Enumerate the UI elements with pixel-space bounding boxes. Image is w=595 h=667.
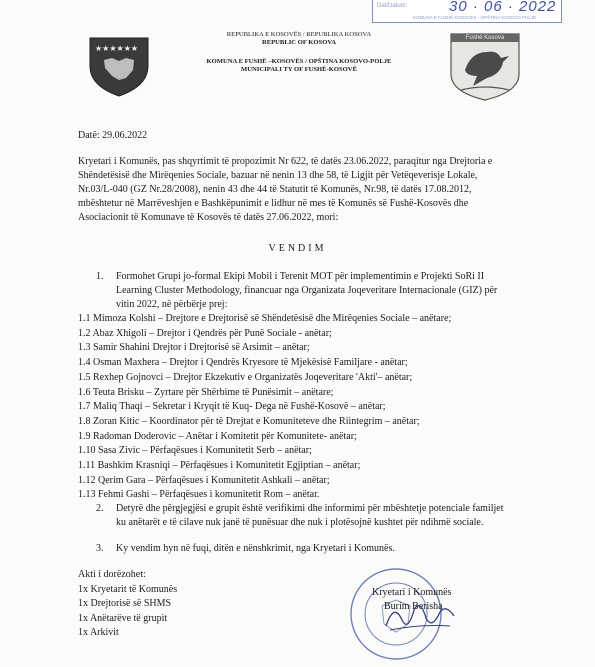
header-line-4: MUNICIPALI TY OF FUSHË-KOSOVË: [241, 66, 357, 74]
kosovo-emblem: [86, 36, 152, 98]
handwritten-signature: [380, 596, 460, 636]
list-item: 1.12 Qerim Gara – Përfaqësues i Komunitetit Ashkali – anëtar;: [78, 474, 330, 486]
list-item: 1.7 Maliq Thaqi – Sekretar i Kryqit të Kuq- Dega në Fushë-Kosovë – anëtar;: [78, 401, 386, 413]
point-3-number: 3.: [96, 543, 104, 554]
list-item: 1.2 Abaz Xhigoli – Drejtor i Qendrës për Punë Sociale - anëtar;: [78, 327, 332, 339]
point-1-text: [116, 270, 566, 312]
document-title: VENDIM: [268, 243, 327, 254]
list-item: 1.5 Rexhep Gojnovci – Drejtor Ekzekutiv e Organizatës Joqeveritare 'Akti'– anëtar;: [78, 371, 413, 383]
letterhead: [185, 31, 413, 75]
municipality-logo: [447, 30, 523, 102]
list-item: 1x Kryetarit të Komunës: [78, 583, 178, 595]
receipt-stamp-date: 30 · 06 · 2022: [449, 0, 557, 15]
list-item: 1.11 Bashkim Krasniqi – Përfaqësues i Komunitetit Egjiptian – anëtar;: [78, 460, 361, 472]
point-1-line: Learning Cluster Methodology, financuar nga Organizata Joqeveritare Internacionale (GIZ) për: [116, 285, 498, 296]
list-item: 1x Arkivit: [78, 627, 119, 638]
point-2-line: ku anëtarët e të cilave nuk janë të punësuar dhe nuk i plotësojnë kushtet për ndihmë sociale.: [116, 517, 484, 528]
list-item: 1.13 Fehmi Gashi – Përfaqësues i komunitetit Rom – anëtar.: [78, 489, 320, 501]
list-item: 1x Drejtorisë së SHMS: [78, 598, 172, 609]
header-line-1: REPUBLIKA E KOSOVËS / REPUBLIKA KOSOVA: [226, 31, 372, 38]
point-1-line: vitin 2022, në përbërje prej:: [116, 299, 228, 310]
member-list: [78, 312, 558, 503]
receipt-stamp: [372, 0, 562, 23]
intro-line: Nr.03/L-040 (GZ Nr.28/2008), nenin 43 dhe 44 të Statutit të Komunës, Nr.98, të datës 17.08.2012,: [78, 184, 472, 195]
list-item: 1.10 Sasa Zivic – Përfaqësues i Komunitetit Serb – anëtar;: [78, 445, 312, 457]
header-line-2: REPUBLIC OF KOSOVA: [261, 39, 336, 47]
list-item: 1.1 Mimoza Kolshi – Drejtore e Drejtorisë së Shëndetësisë dhe Mirëqenies Sociale – anëtare;: [78, 313, 452, 324]
delivery-list: [78, 568, 177, 641]
point-2-text: [116, 502, 566, 530]
logo-text: Fushë Kosova: [465, 35, 505, 41]
intro-line: Kryetari i Komunës, pas shqyrtimit të propozimit Nr 622, të datës 23.06.2022, paraqitur nga Drejtoria e: [78, 156, 493, 167]
point-2-line: Detyrë dhe përgjegjësi e grupit është verifikimi dhe informimi për mbështetje potenciale familjet: [116, 503, 504, 514]
point-3-text: Ky vendim hyn në fuqi, ditën e nënshkrimit, nga Kryetari i Komunës.: [116, 543, 395, 554]
receipt-stamp-label: Dat/Datum:: [377, 3, 408, 9]
intro-line: Shëndetësisë dhe Mirëqenies Sociale, bazuar në nenin 13 dhe 58, të Ligjit për Vetëqeverisje Lokale,: [78, 170, 478, 181]
document-date: Datë: 29.06.2022: [78, 130, 148, 141]
intro-paragraph: [78, 155, 558, 225]
point-2-number: 2.: [96, 503, 104, 514]
point-1-line: Formohet Grupi jo-formal Ekipi Mobil i Terenit MOT për implementimin e Projekti SoRi II: [116, 271, 485, 282]
list-item: 1.3 Samir Shahini Drejtor i Drejtorisë së Arsimit – anëtar;: [78, 342, 310, 354]
delivery-title: Akti i dorëzohet:: [78, 569, 146, 580]
receipt-stamp-sub: KOMUNA E FUSHË KOSOVËS · OPŠTINA KOSOVO POLJE: [413, 15, 537, 20]
point-1-number: 1.: [96, 271, 104, 282]
list-item: 1x Anëtarëve të grupit: [78, 612, 168, 624]
list-item: 1.6 Teuta Brisku – Zyrtare për Shërbime të Punësimit – anëtare;: [78, 386, 334, 398]
intro-line: mbështetur në Marrëveshjen e Bashkëpunimit e lidhur në mes të Komunës së Fushë-Kosovës dhe: [78, 198, 469, 209]
signature-name: Burim Berisha: [384, 601, 443, 612]
list-item: 1.4 Osman Maxhera – Drejtor i Qendrës Kryesore të Mjekësisë Familjare - anëtar;: [78, 357, 408, 369]
intro-line: Asociacionit të Komunave të Kosovës të datës 27.06.2022, mori:: [78, 212, 339, 223]
header-line-3: KOMUNA E FUSHË –KOSOVËS / OPŠTINA KOSOVO-POLJE: [206, 57, 392, 65]
list-item: 1.8 Zoran Kitic – Koordinator për të Drejtat e Komuniteteve dhe Riintegrim – anëtar;: [78, 415, 420, 427]
list-item: 1.9 Radoman Doderovic – Anëtar i Komitetit për Komunitete- anëtar;: [78, 430, 357, 442]
signature-role: Kryetari i Komunës: [372, 587, 452, 598]
svg-text:★★★★★★: ★★★★★★: [95, 44, 139, 53]
